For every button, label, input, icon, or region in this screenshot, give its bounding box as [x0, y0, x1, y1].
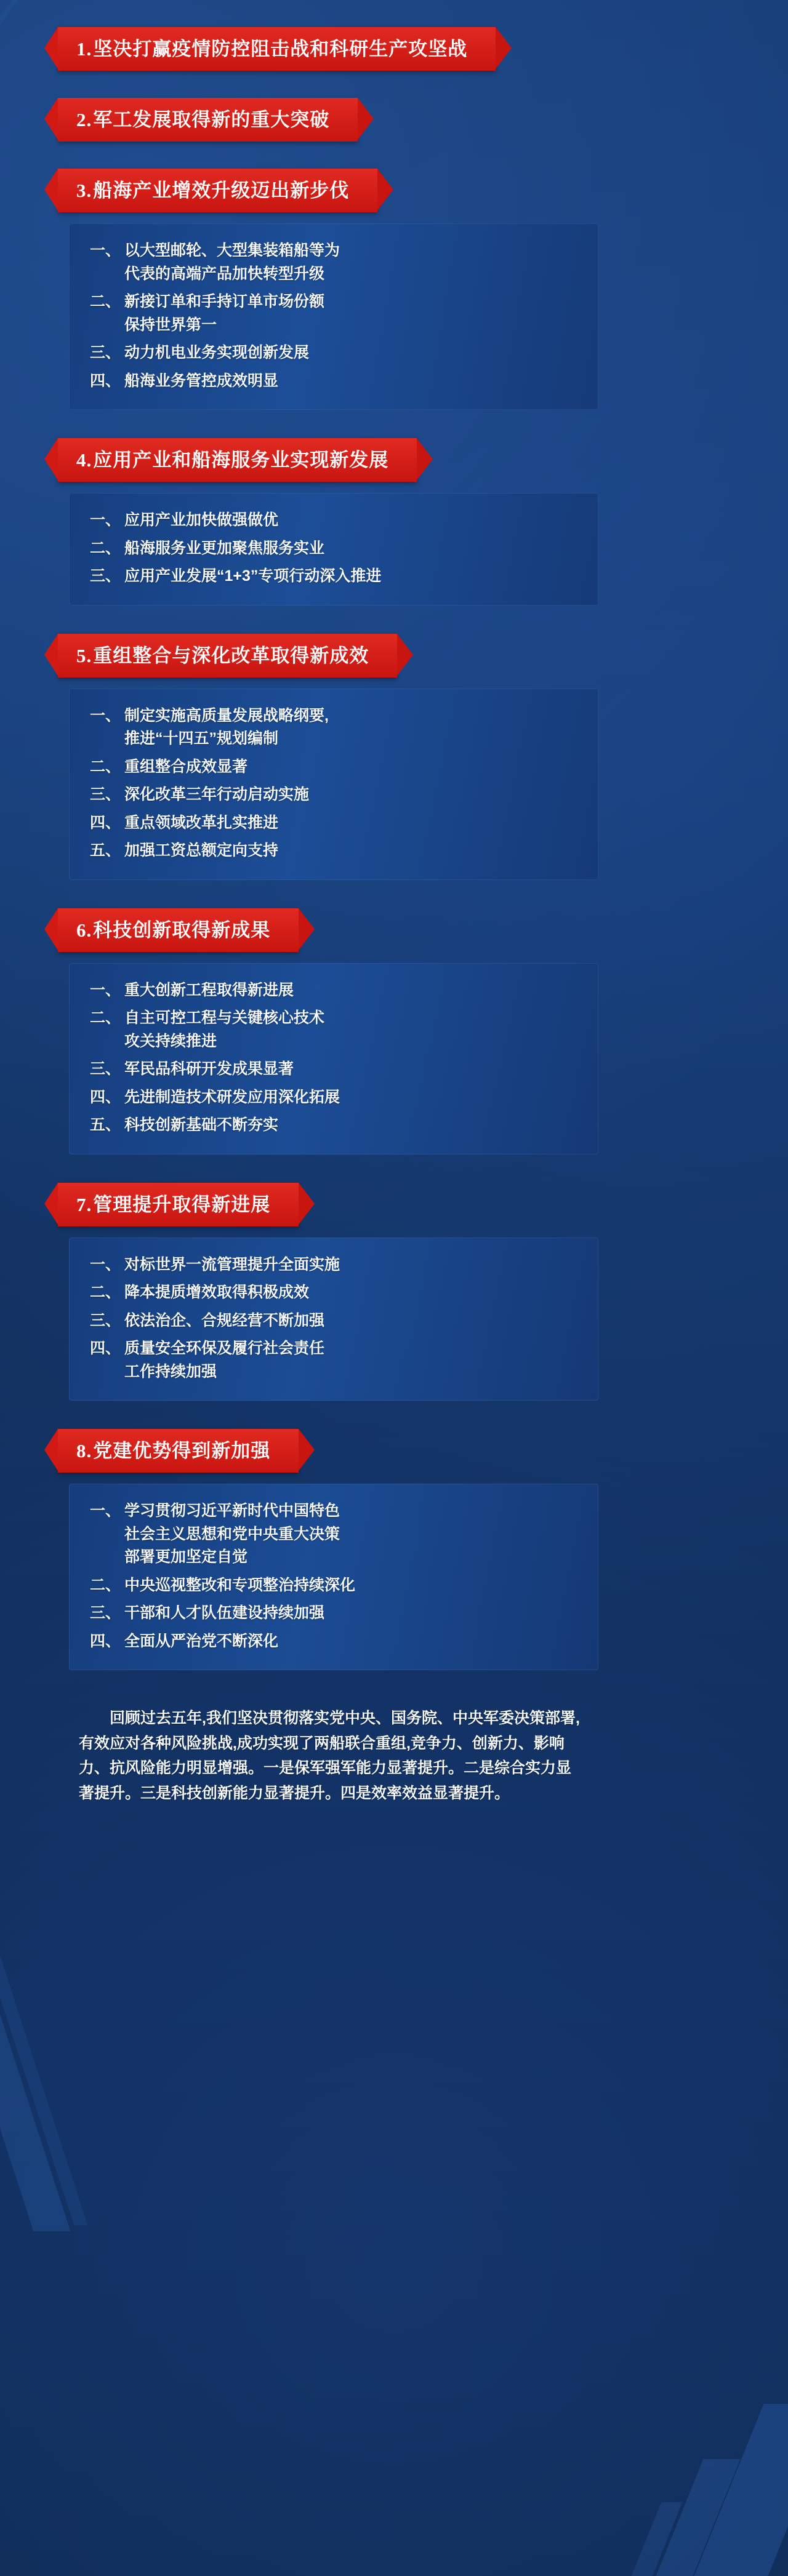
item-label: 一、: [90, 706, 121, 724]
list-item: [90, 839, 577, 863]
section-8-title: 党建优势得到新加强: [93, 1440, 271, 1462]
section-6-banner-wrap: [44, 908, 788, 952]
item-line-1: 学习贯彻习近平新时代中国特色: [124, 1502, 340, 1519]
section-3-banner-wrap: [44, 169, 788, 212]
section-4-banner: [58, 438, 417, 482]
item-text: [124, 756, 577, 779]
item-text: [124, 1114, 577, 1137]
section-6-banner: [58, 908, 299, 952]
list-item: [90, 239, 577, 286]
list-item: [90, 1310, 577, 1333]
item-line-1: 对标世界一流管理提升全面实施: [124, 1255, 340, 1273]
section-4-title: 应用产业和船海服务业实现新发展: [93, 449, 389, 471]
list-item: [90, 565, 577, 588]
list-item: [90, 1058, 577, 1081]
item-label: 三、: [90, 567, 121, 585]
item-text: [124, 1086, 577, 1110]
item-label: 二、: [90, 1284, 121, 1301]
section-6: [0, 908, 788, 1154]
section-5-banner-wrap: [44, 634, 788, 678]
item-text: [124, 290, 577, 337]
section-6-number: 6.: [76, 919, 92, 941]
section-8-number: 8.: [76, 1440, 92, 1462]
list-item: [90, 1337, 577, 1383]
section-4: [0, 438, 788, 606]
section-6-card: [69, 963, 598, 1154]
item-label: 二、: [90, 539, 121, 557]
section-5-card: [69, 689, 598, 880]
list-item: [90, 1114, 577, 1137]
section-3-number: 3.: [76, 180, 92, 201]
item-line-1: 军民品科研开发成果显著: [124, 1060, 294, 1078]
item-line-1: 先进制造技术研发应用深化拓展: [124, 1088, 340, 1106]
section-2-banner: [58, 98, 358, 142]
list-item: [90, 1574, 577, 1598]
item-line-1: 干部和人才队伍建设持续加强: [124, 1604, 325, 1622]
item-label: 一、: [90, 242, 121, 259]
item-label: 四、: [90, 1632, 121, 1650]
list-item: [90, 290, 577, 337]
item-text: [124, 812, 577, 835]
section-5-number: 5.: [76, 644, 92, 666]
item-label: 五、: [90, 842, 121, 859]
item-label: 二、: [90, 1576, 121, 1594]
decoration-bottom-right: [566, 2373, 788, 2576]
list-item: [90, 1086, 577, 1110]
section-5-title: 重组整合与深化改革取得新成效: [93, 644, 369, 666]
list-item: [90, 370, 577, 393]
section-8-banner: [58, 1429, 299, 1473]
summary-paragraph: 回顾过去五年,我们坚决贯彻落实党中央、国务院、中央军委决策部署,有效应对各种风险挑战,成功实现了两船联合重组,竞争力、创新力、影响力、抗风险能力明显增强。一是保军强军能力显著提升。二是综合实力显著提升。三是科技创新能力显著提升。四是效率效益显著提升。: [79, 1710, 580, 1802]
section-3-banner: [58, 169, 377, 212]
section-8-card: [69, 1484, 598, 1670]
item-line-1: 重点领域改革扎实推进: [124, 814, 279, 831]
section-7-banner-wrap: [44, 1183, 788, 1226]
item-label: 五、: [90, 1116, 121, 1134]
section-1-number: 1.: [76, 38, 92, 60]
section-1-banner-wrap: [44, 27, 788, 71]
section-5: [0, 634, 788, 880]
item-label: 三、: [90, 344, 121, 361]
item-label: 一、: [90, 1255, 121, 1273]
section-3-card: [69, 223, 598, 410]
section-2-title: 军工发展取得新的重大突破: [93, 109, 330, 130]
section-4-card: [69, 493, 598, 606]
item-line-2: 代表的高端产品加快转型升级: [124, 265, 325, 282]
list-item: [90, 979, 577, 1002]
section-2-banner-wrap: [44, 98, 788, 142]
section-7-card: [69, 1238, 598, 1401]
item-text: [124, 1337, 577, 1383]
section-2-number: 2.: [76, 109, 92, 130]
section-7-number: 7.: [76, 1193, 92, 1215]
list-item: [90, 1500, 577, 1569]
item-text: [124, 537, 577, 561]
item-label: 四、: [90, 814, 121, 831]
item-text: [124, 565, 577, 588]
item-line-2: 社会主义思想和党中央重大决策: [124, 1525, 340, 1543]
item-text: [124, 342, 577, 365]
list-item: [90, 756, 577, 779]
item-line-2: 保持世界第一: [124, 316, 217, 334]
section-1-title: 坚决打赢疫情防控阻击战和科研生产攻坚战: [93, 38, 468, 60]
item-label: 一、: [90, 1502, 121, 1519]
section-7: [0, 1183, 788, 1401]
item-text: [124, 509, 577, 532]
section-8: [0, 1429, 788, 1670]
item-label: 三、: [90, 1604, 121, 1622]
item-line-1: 深化改革三年行动启动实施: [124, 786, 310, 803]
item-line-2: 攻关持续推进: [124, 1032, 217, 1050]
item-line-1: 依法治企、合规经营不断加强: [124, 1311, 325, 1329]
item-line-1: 质量安全环保及履行社会责任: [124, 1340, 325, 1357]
item-text: [124, 1500, 577, 1569]
decoration-left-middle: [0, 1911, 105, 2231]
list-item: [90, 783, 577, 807]
item-line-1: 制定实施高质量发展战略纲要,: [124, 706, 329, 724]
item-text: [124, 1630, 577, 1654]
list-item: [90, 1254, 577, 1277]
item-label: 三、: [90, 1311, 121, 1329]
section-4-banner-wrap: [44, 438, 788, 482]
list-item: [90, 1007, 577, 1053]
item-label: 四、: [90, 372, 121, 390]
item-text: [124, 1281, 577, 1305]
item-label: 二、: [90, 758, 121, 775]
list-item: [90, 705, 577, 751]
item-line-1: 重大创新工程取得新进展: [124, 981, 294, 999]
section-3: [0, 169, 788, 410]
list-item: [90, 1630, 577, 1654]
item-label: 三、: [90, 786, 121, 803]
item-label: 四、: [90, 1088, 121, 1106]
list-item: [90, 1602, 577, 1625]
item-line-1: 加强工资总额定向支持: [124, 842, 279, 859]
section-4-number: 4.: [76, 449, 92, 471]
item-label: 一、: [90, 981, 121, 999]
item-label: 一、: [90, 511, 121, 529]
item-text: [124, 1058, 577, 1081]
item-line-2: 工作持续加强: [124, 1362, 217, 1380]
item-line-1: 重组整合成效显著: [124, 758, 248, 775]
item-line-1: 全面从严治党不断深化: [124, 1632, 279, 1650]
item-line-1: 应用产业加快做强做优: [124, 511, 279, 529]
item-text: [124, 839, 577, 863]
item-line-1: 中央巡视整改和专项整治持续深化: [124, 1576, 356, 1594]
section-2: [0, 98, 788, 142]
item-text: [124, 1254, 577, 1277]
item-line-1: 船海服务业更加聚焦服务实业: [124, 539, 325, 557]
section-6-title: 科技创新取得新成果: [93, 919, 271, 941]
item-text: [124, 239, 577, 286]
item-line-1: 船海业务管控成效明显: [124, 372, 279, 390]
item-label: 二、: [90, 293, 121, 310]
list-item: [90, 537, 577, 561]
item-line-1: 应用产业发展“1+3”专项行动深入推进: [124, 567, 382, 585]
list-item: [90, 342, 577, 365]
item-text: [124, 1602, 577, 1625]
item-label: 四、: [90, 1340, 121, 1357]
item-line-1: 新接订单和手持订单市场份额: [124, 293, 325, 310]
item-label: 三、: [90, 1060, 121, 1078]
list-item: [90, 1281, 577, 1305]
item-line-1: 降本提质增效取得积极成效: [124, 1284, 310, 1301]
item-text: [124, 1574, 577, 1598]
section-8-banner-wrap: [44, 1429, 788, 1473]
item-label: 二、: [90, 1009, 121, 1026]
item-line-2: 推进“十四五”规划编制: [124, 730, 279, 747]
item-line-1: 自主可控工程与关键核心技术: [124, 1009, 325, 1026]
section-7-banner: [58, 1183, 299, 1226]
list-item: [90, 812, 577, 835]
section-7-title: 管理提升取得新进展: [93, 1193, 271, 1215]
item-line-3: 部署更加坚定自觉: [124, 1548, 248, 1566]
item-text: [124, 979, 577, 1002]
section-3-title: 船海产业增效升级迈出新步伐: [93, 180, 350, 201]
item-line-1: 动力机电业务实现创新发展: [124, 344, 310, 361]
item-line-1: 以大型邮轮、大型集装箱船等为: [124, 242, 340, 259]
item-text: [124, 370, 577, 393]
item-text: [124, 783, 577, 807]
item-text: [124, 705, 577, 751]
section-1-banner: [58, 27, 496, 71]
section-1: [0, 27, 788, 71]
item-text: [124, 1007, 577, 1053]
item-text: [124, 1310, 577, 1333]
item-line-1: 科技创新基础不断夯实: [124, 1116, 279, 1134]
list-item: [90, 509, 577, 532]
section-5-banner: [58, 634, 397, 678]
